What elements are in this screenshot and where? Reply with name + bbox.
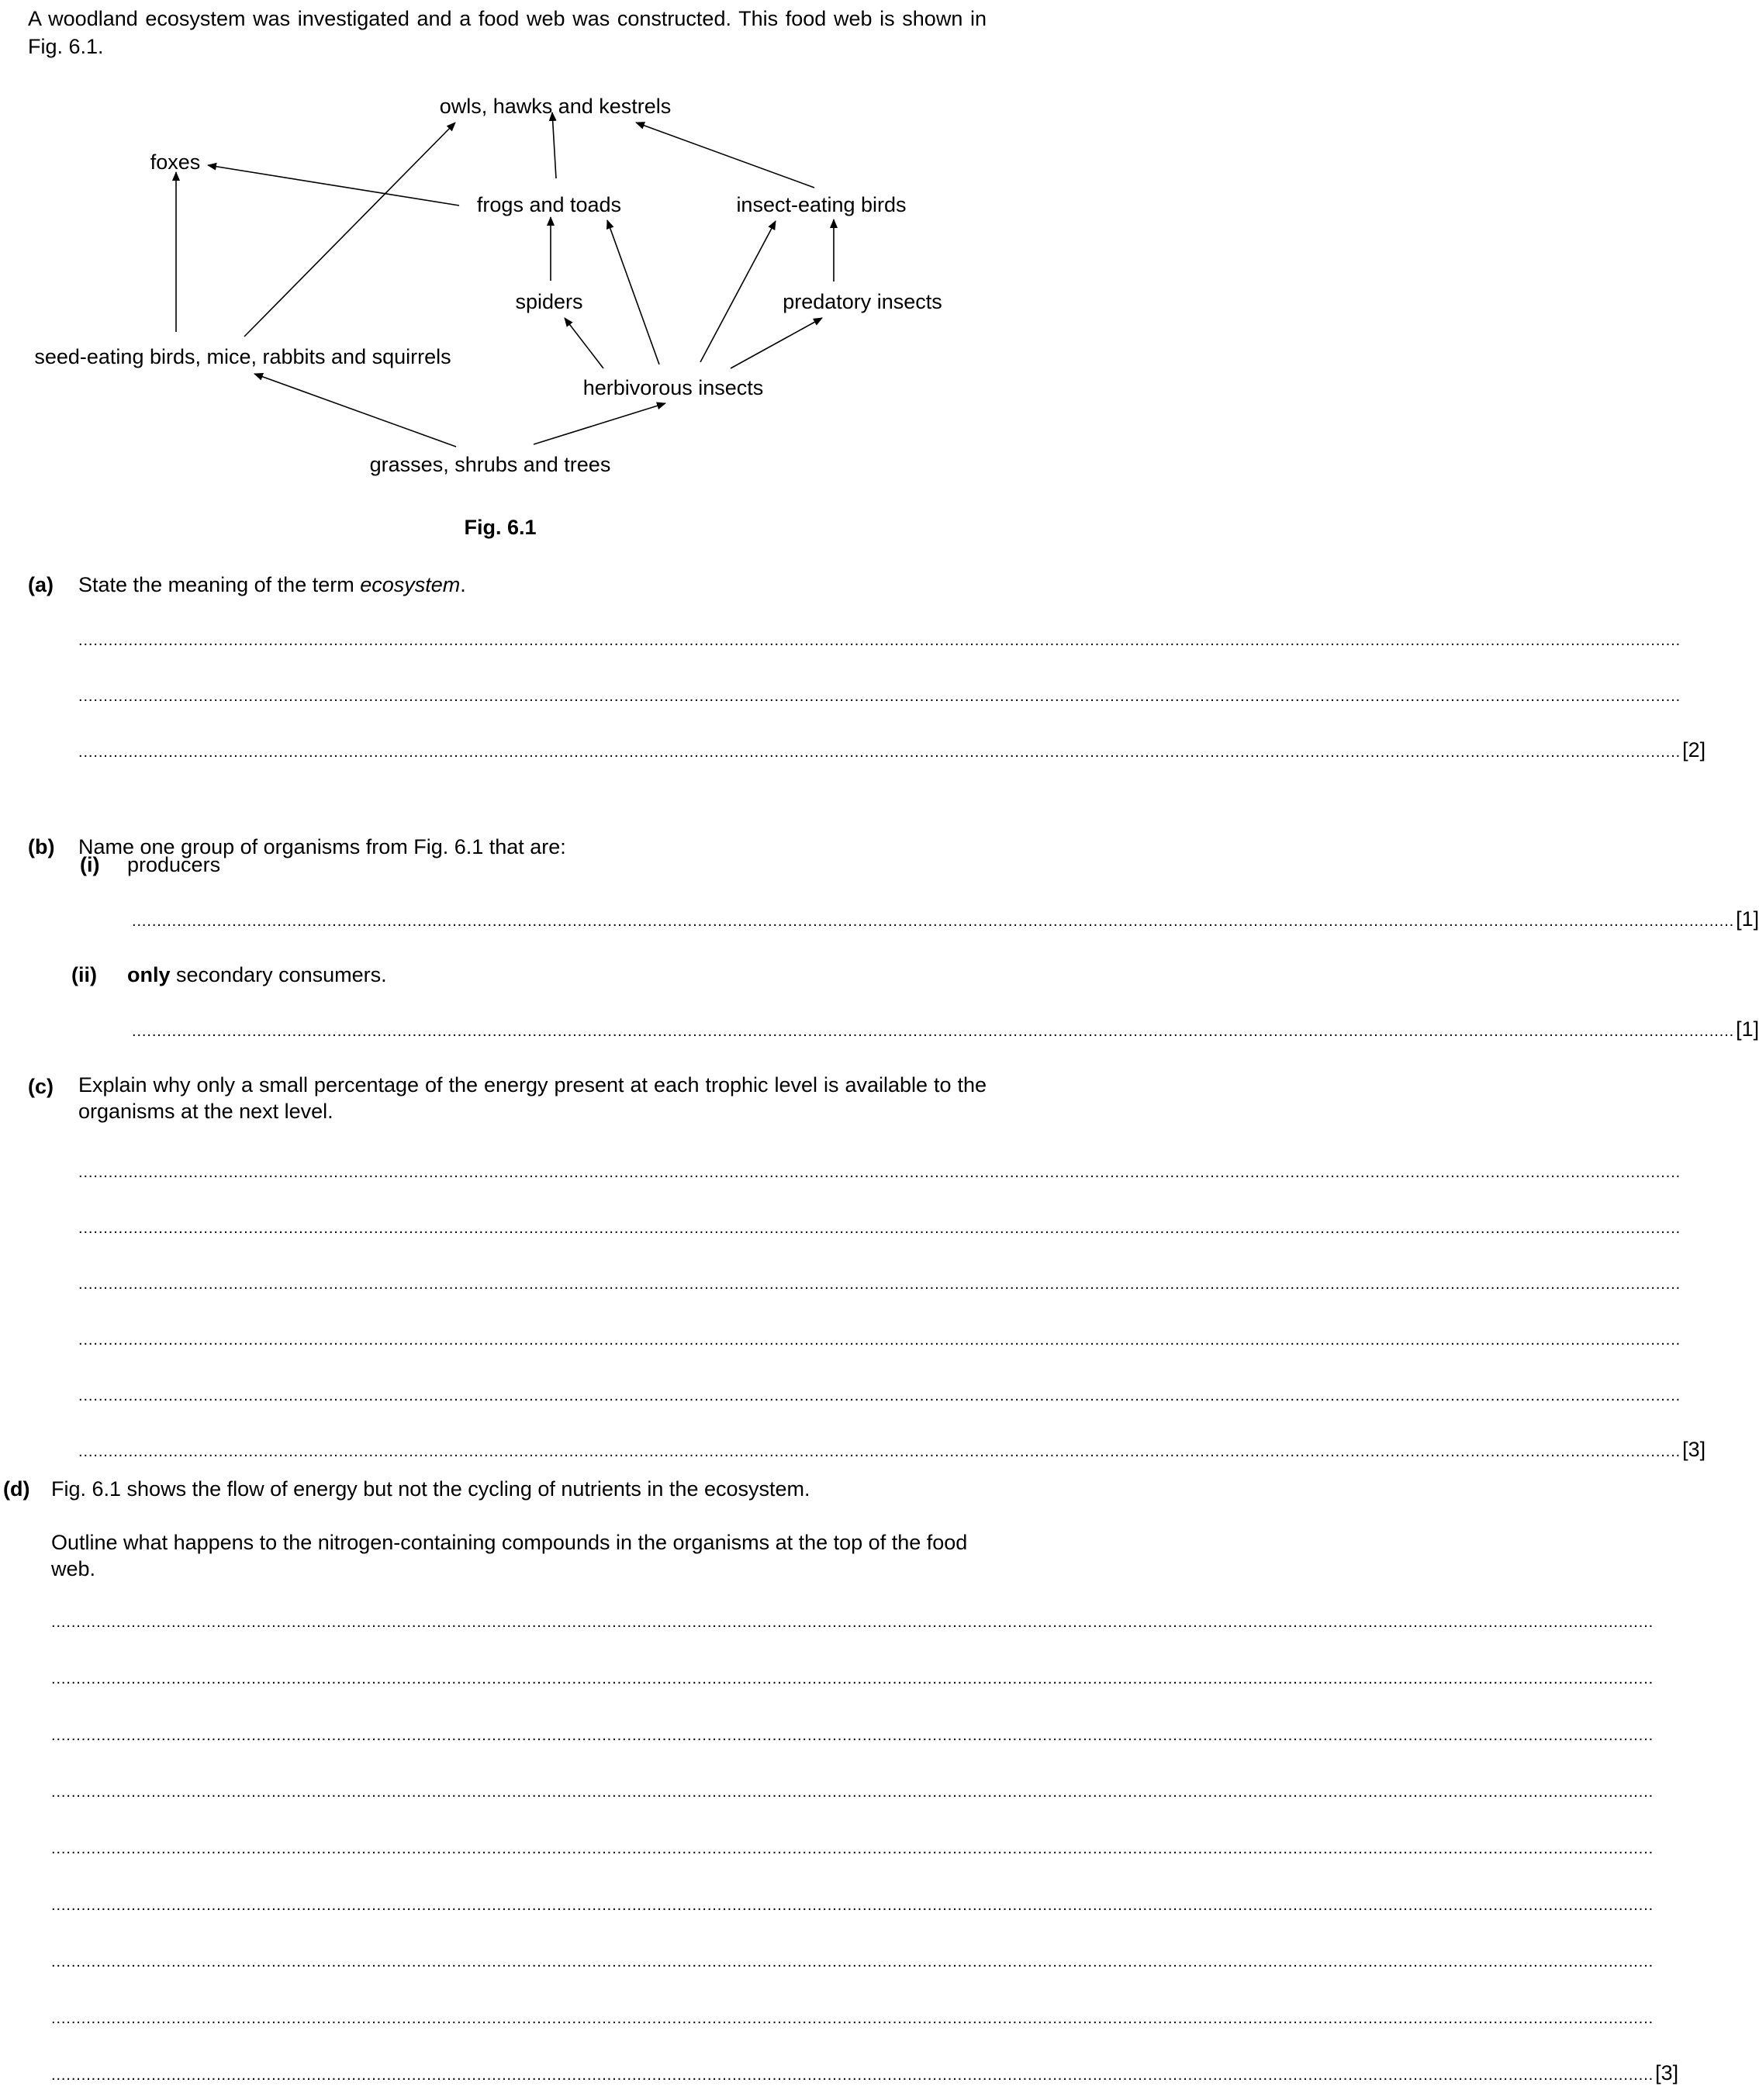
answer-line-d3[interactable]: ................................................................................................................................................................................................................................................................................................................................ [51, 1727, 1654, 1744]
question-a-text: State the meaning of the term ecosystem. [78, 573, 466, 596]
node-seed-eaters: seed-eating birds, mice, rabbits and squirrels [34, 345, 451, 368]
node-owls-hawks-kestrels: owls, hawks and kestrels [439, 95, 672, 118]
answer-line-c5[interactable]: ................................................................................................................................................................................................................................................................................................................................ [78, 1387, 1681, 1404]
answer-line-c2[interactable]: ................................................................................................................................................................................................................................................................................................................................ [78, 1220, 1681, 1237]
arrow-producers-to-seed-eaters [254, 374, 456, 447]
marks-b-i: [1] [1736, 907, 1759, 931]
marks-c: [3] [1682, 1438, 1706, 1461]
arrow-seed-eaters-to-owls [244, 123, 455, 337]
answer-line-c6[interactable]: ................................................................................................................................................................................................................................................................................................................................ [3] [78, 1438, 1706, 1461]
answer-line-a1[interactable]: ................................................................................................................................................................................................................................................................................................................................ [78, 632, 1681, 649]
answer-line-b-i[interactable]: ................................................................................................................................................................................................................................................................................................................................ [1] [132, 907, 1759, 931]
answer-line-a2[interactable]: ................................................................................................................................................................................................................................................................................................................................ [78, 688, 1681, 705]
node-herbivorous-insects: herbivorous insects [582, 376, 764, 399]
arrow-frogs-to-owls [552, 112, 556, 178]
answer-line-c1[interactable]: ................................................................................................................................................................................................................................................................................................................................ [78, 1164, 1681, 1181]
answer-line-d8[interactable]: ................................................................................................................................................................................................................................................................................................................................ [51, 2010, 1654, 2027]
arrow-herbivores-to-insect-birds [700, 221, 776, 362]
arrow-frogs-to-foxes [208, 165, 459, 206]
answer-line-d6[interactable]: ................................................................................................................................................................................................................................................................................................................................ [51, 1897, 1654, 1914]
arrow-herbivores-to-spiders [565, 318, 603, 368]
question-b-i-text: producers [127, 853, 221, 876]
marks-d: [3] [1655, 2061, 1679, 2084]
node-producers: grasses, shrubs and trees [369, 453, 611, 476]
arrow-insect-birds-to-owls [636, 123, 814, 188]
question-b-label: (b) [28, 835, 55, 858]
answer-line-b-ii[interactable]: ................................................................................................................................................................................................................................................................................................................................ [1] [132, 1017, 1759, 1041]
arrow-herbivores-to-frogs [607, 220, 659, 364]
node-spiders: spiders [515, 290, 583, 313]
answer-line-a3[interactable]: ................................................................................................................................................................................................................................................................................................................................ [2] [78, 738, 1706, 762]
intro-text: A woodland ecosystem was investigated and a food web was constructed. This food web is shown in Fig. 6.1. [28, 7, 987, 58]
question-c-text: Explain why only a small percentage of the energy present at each trophic level is available to the organisms at the next level. [78, 1073, 987, 1123]
food-web-diagram [0, 78, 1000, 496]
answer-line-d5[interactable]: ................................................................................................................................................................................................................................................................................................................................ [51, 1840, 1654, 1857]
marks-b-ii: [1] [1736, 1017, 1759, 1041]
node-insect-eating-birds: insect-eating birds [736, 193, 907, 216]
question-d-label: (d) [3, 1477, 30, 1501]
answer-line-c3[interactable]: ................................................................................................................................................................................................................................................................................................................................ [78, 1276, 1681, 1293]
answer-line-d4[interactable]: ................................................................................................................................................................................................................................................................................................................................ [51, 1784, 1654, 1801]
answer-line-d1[interactable]: ................................................................................................................................................................................................................................................................................................................................ [51, 1614, 1654, 1631]
marks-a: [2] [1682, 738, 1706, 762]
node-foxes: foxes [150, 150, 201, 174]
node-predatory-insects: predatory insects [783, 290, 942, 313]
question-b-text: Name one group of organisms from Fig. 6.1 that are: [78, 835, 566, 858]
answer-line-d9[interactable]: ................................................................................................................................................................................................................................................................................................................................ [3] [51, 2061, 1679, 2084]
question-d-text-2: Outline what happens to the nitrogen-containing compounds in the organisms at the top of the food web. [51, 1531, 968, 1580]
question-d-text-1: Fig. 6.1 shows the flow of energy but not the cycling of nutrients in the ecosystem. [51, 1477, 810, 1501]
arrow-producers-to-herbivores [534, 403, 665, 444]
question-b-i-label-text: (i) [80, 853, 100, 876]
answer-line-c4[interactable]: ................................................................................................................................................................................................................................................................................................................................ [78, 1331, 1681, 1349]
node-frogs-and-toads: frogs and toads [476, 193, 622, 216]
answer-line-d2[interactable]: ................................................................................................................................................................................................................................................................................................................................ [51, 1670, 1654, 1687]
figure-caption: Fig. 6.1 [464, 516, 537, 539]
question-a-label: (a) [28, 573, 54, 596]
question-c-label: (c) [28, 1075, 54, 1098]
answer-line-d7[interactable]: ................................................................................................................................................................................................................................................................................................................................ [51, 1953, 1654, 1970]
question-b-ii-label: (ii) [71, 963, 97, 986]
arrow-herbivores-to-predatory-insects [731, 318, 822, 368]
question-b-ii-text: only secondary consumers. [127, 963, 387, 986]
